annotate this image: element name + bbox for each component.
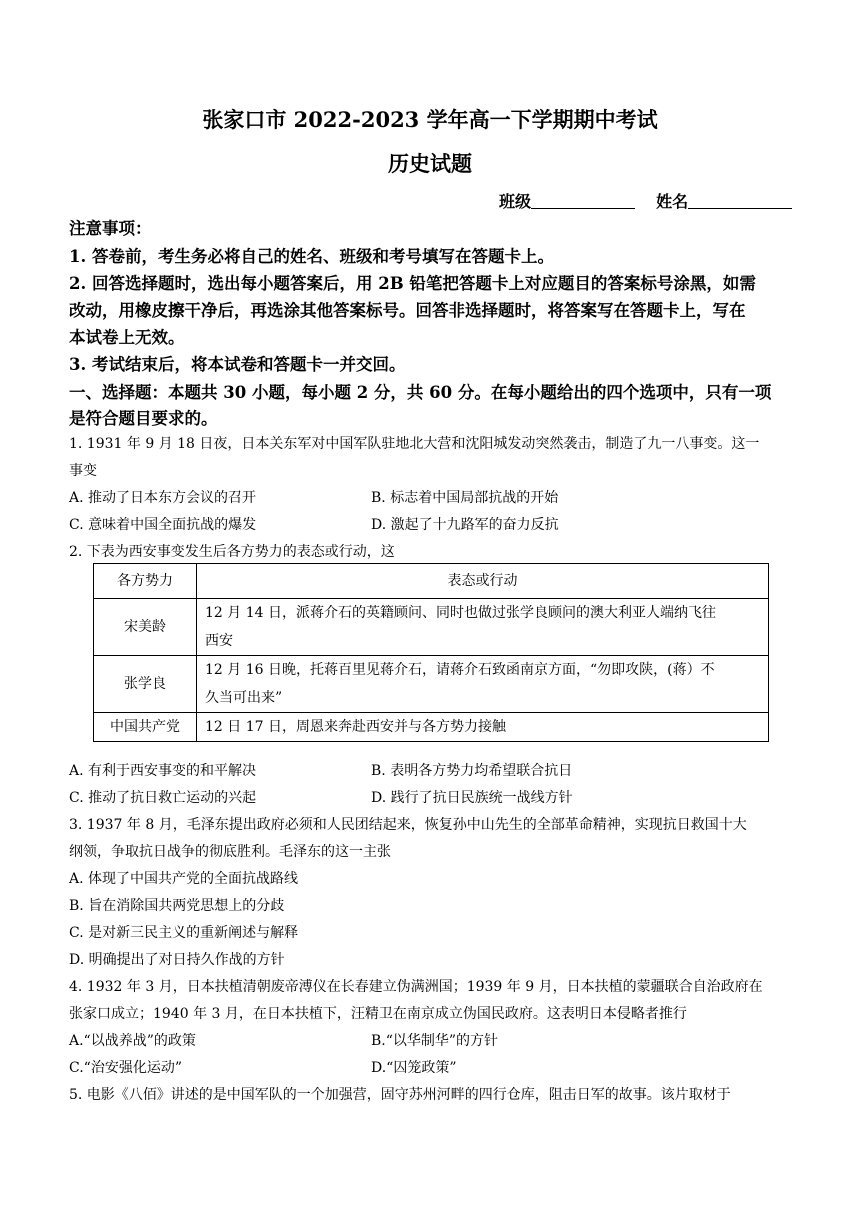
question-stem: 3. 1937 年 8 月，毛泽东提出政府必须和人民团结起来，恢复孙中山先生的全部革命精神，实现抗日救国十大 <box>69 817 747 833</box>
exam-title: 张家口市 2022-2023 学年高一下学期期中考试 <box>202 107 658 132</box>
option-c[interactable]: C. 意味着中国全面抗战的爆发 <box>69 517 257 533</box>
exam-subtitle: 历史试题 <box>388 151 472 176</box>
option-a[interactable]: A. 有利于西安事变的和平解决 <box>69 763 257 779</box>
option-d[interactable]: D. 明确提出了对日持久作战的方针 <box>69 952 285 968</box>
question-stem: 2. 下表为西安事变发生后各方势力的表态或行动，这 <box>69 544 395 560</box>
option-d[interactable]: D. 激起了十九路军的奋力反抗 <box>371 517 559 533</box>
party-cell: 宋美龄 <box>94 599 197 656</box>
party-cell: 中国共产党 <box>94 713 197 742</box>
party-cell: 张学良 <box>94 656 197 713</box>
option-d[interactable]: D.“囚笼政策” <box>371 1060 457 1076</box>
action-cell <box>197 656 769 713</box>
action-line: 西安 <box>205 633 233 649</box>
option-b[interactable]: B.“以华制华”的方针 <box>371 1033 499 1049</box>
action-cell <box>197 713 769 742</box>
events-table <box>93 563 769 742</box>
table-row <box>94 599 769 656</box>
note-line: 本试卷上无效。 <box>69 328 185 347</box>
table-header: 各方势力 <box>94 564 197 599</box>
option-a[interactable]: A. 体现了中国共产党的全面抗战路线 <box>69 871 299 887</box>
note-line: 2. 回答选择题时，选出每小题答案后，用 2B 铅笔把答题卡上对应题目的答案标号涂黑，如需 <box>69 274 756 293</box>
student-info <box>499 189 792 212</box>
section-heading: 一、选择题：本题共 30 小题，每小题 2 分，共 60 分。在每小题给出的四个选项中，只有一项 <box>69 383 772 402</box>
option-b[interactable]: B. 表明各方势力均希望联合抗日 <box>371 763 573 779</box>
option-a[interactable]: A. 推动了日本东方会议的召开 <box>69 490 257 506</box>
option-b[interactable]: B. 旨在消除国共两党思想上的分歧 <box>69 898 285 914</box>
section-heading: 是符合题目要求的。 <box>69 409 218 428</box>
note-line: 3. 考试结束后，将本试卷和答题卡一并交回。 <box>69 355 406 374</box>
table-row <box>94 656 769 713</box>
action-line: 12 月 14 日，派蒋介石的英籍顾问、同时也做过张学良顾问的澳大利亚人端纳飞往 <box>205 605 716 621</box>
option-c[interactable]: C. 推动了抗日救亡运动的兴起 <box>69 790 257 806</box>
notes-heading: 注意事项： <box>69 219 152 238</box>
question-stem: 张家口成立；1940 年 3 月，在日本扶植下，汪精卫在南京成立伪国民政府。这表明日本侵略者推行 <box>69 1006 687 1022</box>
action-line: 12 月 16 日晚，托蒋百里见蒋介石，请蒋介石致函南京方面，“勿即攻陕，(蒋）不 <box>205 662 715 678</box>
question-stem: 事变 <box>69 463 97 479</box>
note-line: 1. 答卷前，考生务必将自己的姓名、班级和考号填写在答题卡上。 <box>69 247 554 266</box>
option-b[interactable]: B. 标志着中国局部抗战的开始 <box>371 490 559 506</box>
table-header-row <box>94 564 769 599</box>
action-line: 久当可出来” <box>205 690 283 706</box>
name-label: 姓名 <box>656 192 689 211</box>
action-line: 12 日 17 日，周恩来奔赴西安并与各方势力接触 <box>205 719 506 735</box>
option-c[interactable]: C. 是对新三民主义的重新阐述与解释 <box>69 925 299 941</box>
table-row <box>94 713 769 742</box>
name-blank[interactable] <box>688 194 792 209</box>
class-label: 班级 <box>499 192 532 211</box>
question-stem: 纲领，争取抗日战争的彻底胜利。毛泽东的这一主张 <box>69 844 391 860</box>
question-stem: 5. 电影《八佰》讲述的是中国军队的一个加强营，固守苏州河畔的四行仓库，阻击日军的故事。该片取材于 <box>69 1087 731 1103</box>
class-blank[interactable] <box>531 194 635 209</box>
action-cell <box>197 599 769 656</box>
table-header: 表态或行动 <box>197 564 769 599</box>
option-c[interactable]: C.“治安强化运动” <box>69 1060 182 1076</box>
option-a[interactable]: A.“以战养战”的政策 <box>69 1033 196 1049</box>
note-line: 改动，用橡皮擦干净后，再选涂其他答案标号。回答非选择题时，将答案写在答题卡上，写在 <box>69 301 746 320</box>
option-d[interactable]: D. 践行了抗日民族统一战线方针 <box>371 790 573 806</box>
question-stem: 4. 1932 年 3 月，日本扶植清朝废帝溥仪在长春建立伪满洲国；1939 年 9 月，日本扶植的蒙疆联合自治政府在 <box>69 979 763 995</box>
question-stem: 1. 1931 年 9 月 18 日夜，日本关东军对中国军队驻地北大营和沈阳城发动突然袭击，制造了九一八事变。这一 <box>69 436 760 452</box>
